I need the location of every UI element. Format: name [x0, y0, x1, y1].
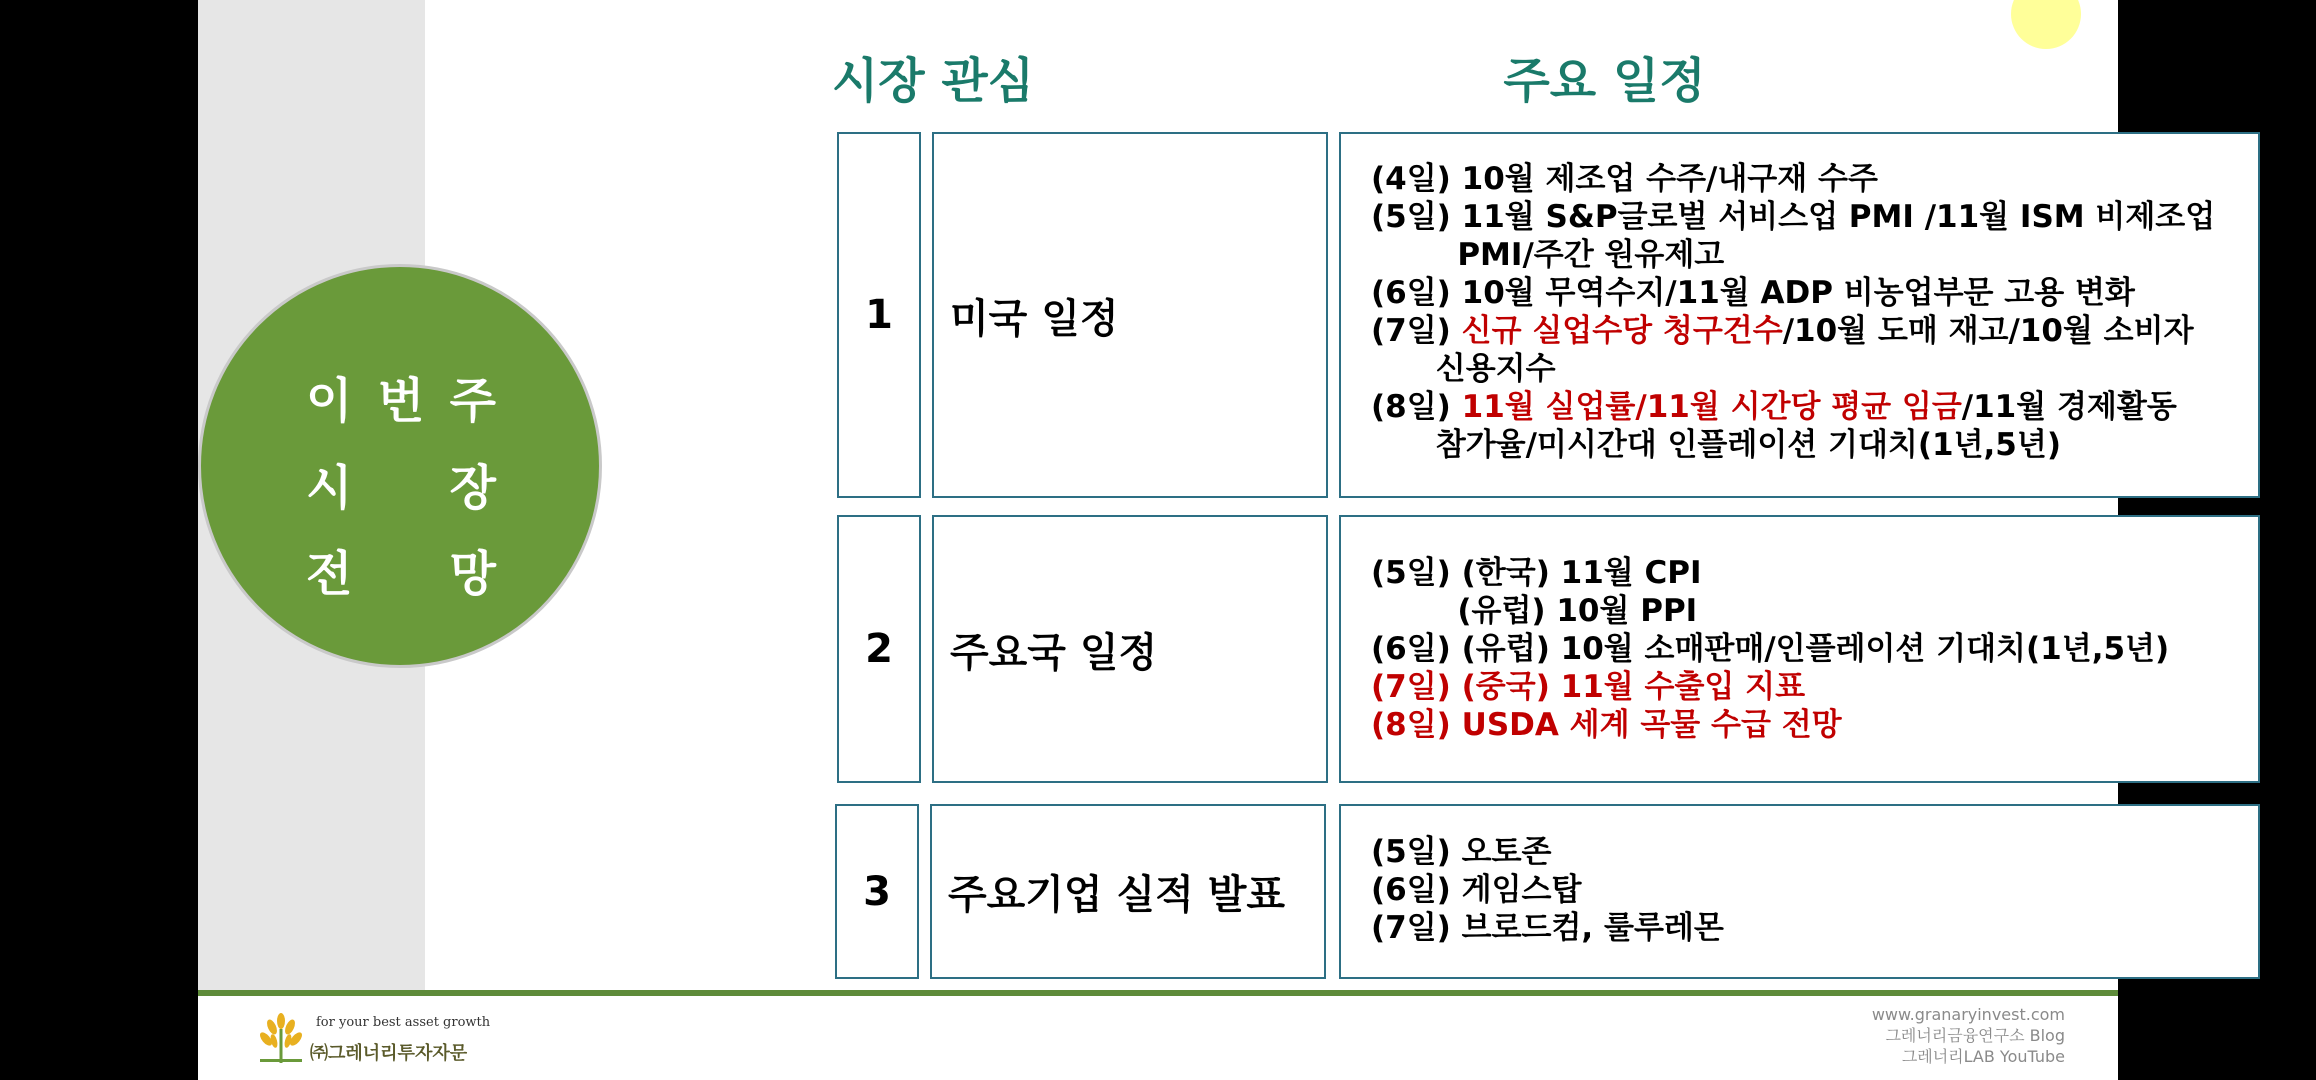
circle-line: [306, 535, 496, 604]
row-number: 2: [837, 515, 921, 783]
schedule-text: (5일) (한국) 11월 CPI: [1371, 555, 1702, 591]
schedule-text: (7일) 브로드컴, 룰루레몬: [1371, 910, 1724, 946]
schedule-line: [1371, 312, 2258, 350]
schedule-line: [1371, 198, 2258, 236]
schedule-line: [1371, 871, 2258, 909]
header-market-interest: 시장 관심: [831, 53, 1035, 109]
schedule-line: [1371, 668, 2258, 706]
schedule-line: [1371, 350, 2258, 388]
schedule-text: 신용지수: [1371, 351, 1556, 387]
row-topic: 미국 일정: [932, 132, 1328, 498]
credits: [1872, 1004, 2065, 1067]
schedule-line: [1371, 236, 2258, 274]
schedule-text: (5일) 11월 S&P글로벌 서비스업 PMI /11월 ISM 비제조업: [1371, 199, 2216, 235]
schedule-text: (5일) 오토존: [1371, 834, 1552, 870]
schedule-text: (6일) 10월 무역수지/11월 ADP 비농업부문 고용 변화: [1371, 275, 2135, 311]
row-topic: 주요기업 실적 발표: [930, 804, 1326, 979]
schedule-text: 참가율/미시간대 인플레이션 기대치(1년,5년): [1371, 427, 2061, 463]
schedule-line: [1371, 426, 2258, 464]
website-link[interactable]: www.granaryinvest.com: [1871, 1005, 2065, 1024]
schedule-text: (7일): [1371, 313, 1462, 349]
schedule-highlight: (7일) (중국) 11월 수출입 지표: [1371, 669, 1806, 705]
circle-char: 망: [449, 546, 496, 602]
circle-char: 시: [306, 460, 353, 516]
circle-char: 장: [449, 460, 496, 516]
schedule-text: (8일): [1371, 389, 1462, 425]
schedule-line: [1371, 592, 2258, 630]
schedule-highlight: 11월 실업률/11월 시간당 평균 임금: [1461, 389, 1962, 425]
row-schedule: [1339, 804, 2260, 979]
schedule-text: (6일) (유럽) 10월 소매판매/인플레이션 기대치(1년,5년): [1371, 631, 2170, 667]
circle-char: 이: [306, 373, 353, 429]
schedule-line: [1371, 833, 2258, 871]
schedule-text: /11월 경제활동: [1961, 389, 2177, 425]
circle-char: 전: [306, 546, 353, 602]
company-logo: [254, 1009, 491, 1069]
circle-line: [306, 449, 496, 518]
schedule-text: (유럽) 10월 PPI: [1371, 593, 1698, 629]
schedule-line: [1371, 388, 2258, 426]
row-schedule: [1339, 132, 2260, 498]
schedule-line: [1371, 706, 2258, 744]
schedule-text: (6일) 게임스탑: [1371, 872, 1582, 908]
header-main-schedule: 주요 일정: [1503, 53, 1706, 109]
schedule-text: (4일) 10월 제조업 수주/내구재 수주: [1371, 161, 1878, 197]
row-topic: 주요국 일정: [932, 515, 1328, 783]
row-schedule: [1339, 515, 2260, 783]
blog-link[interactable]: 그레너리금융연구소 Blog: [1885, 1026, 2065, 1045]
slide: [198, 0, 2216, 1080]
schedule-line: [1371, 554, 2258, 592]
circle-char: 주: [449, 373, 496, 429]
wheat-icon: [254, 1011, 308, 1065]
row-number: 1: [837, 132, 921, 498]
schedule-line: [1371, 160, 2258, 198]
logo-company-name: ㈜그레너리투자자문: [310, 1043, 468, 1064]
footer-bar: [198, 990, 2118, 996]
schedule-line: [1371, 630, 2258, 668]
circle-char: 번: [377, 373, 425, 429]
schedule-text: /10월 도매 재고/10월 소비자: [1782, 313, 2194, 349]
youtube-link[interactable]: 그레너리LAB YouTube: [1901, 1047, 2065, 1066]
row-number: 3: [835, 804, 919, 979]
this-week-outlook-circle: [198, 264, 602, 668]
circle-line: [306, 362, 496, 431]
schedule-highlight: 신규 실업수당 청구건수: [1461, 313, 1783, 349]
schedule-text: PMI/주간 원유제고: [1371, 237, 1725, 273]
schedule-line: [1371, 909, 2258, 947]
schedule-line: [1371, 274, 2258, 312]
schedule-highlight: (8일) USDA 세계 곡물 수급 전망: [1371, 707, 1842, 743]
logo-tagline: for your best asset growth: [316, 1015, 491, 1030]
